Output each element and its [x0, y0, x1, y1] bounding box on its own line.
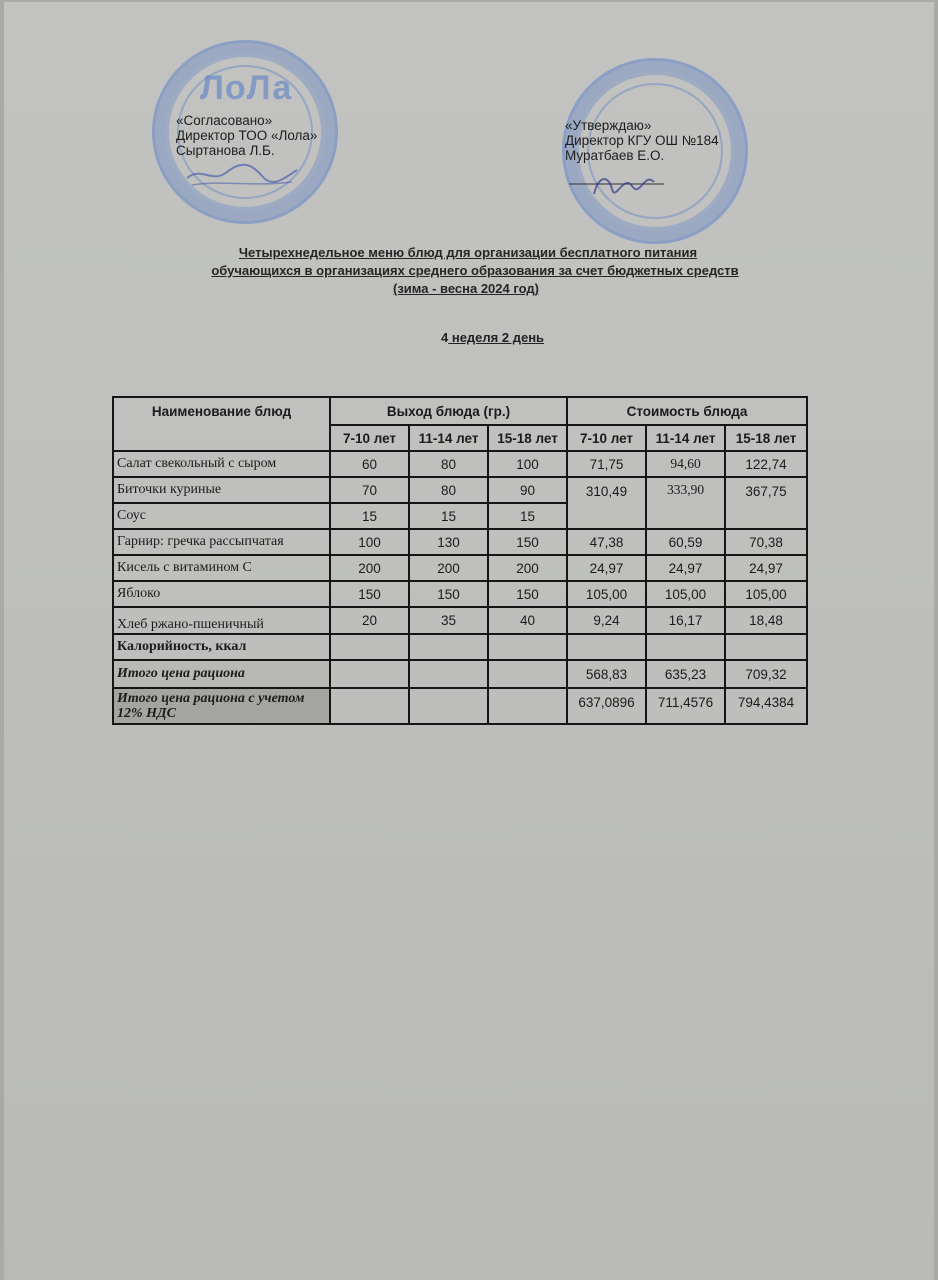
empty-cell: [725, 634, 807, 660]
yield-cell: 80: [409, 451, 488, 477]
header-dish-name: Наименование блюд: [113, 397, 330, 451]
menu-table: [112, 396, 808, 725]
cost-cell: 105,00: [646, 581, 725, 607]
dish-name: Хлеб ржано-пшеничный: [113, 607, 330, 634]
table-row: [113, 529, 807, 555]
table-row: [113, 477, 807, 503]
cost-cell: 24,97: [567, 555, 646, 581]
cost-cell: 24,97: [725, 555, 807, 581]
yield-cell: 40: [488, 607, 567, 634]
yield-cell: 20: [330, 607, 409, 634]
yield-cell: 35: [409, 607, 488, 634]
yield-cell: 80: [409, 477, 488, 503]
cost-cell: 71,75: [567, 451, 646, 477]
total-vat-cost-cell: 637,0896: [567, 688, 646, 724]
yield-cell: 15: [488, 503, 567, 529]
empty-cell: [330, 634, 409, 660]
empty-cell: [409, 660, 488, 688]
header-yield-age: 7-10 лет: [330, 425, 409, 451]
cost-cell: 60,59: [646, 529, 725, 555]
approval-approved-position: Директор КГУ ОШ №184: [565, 133, 719, 148]
cost-cell: 16,17: [646, 607, 725, 634]
table-row: [113, 581, 807, 607]
empty-cell: [330, 688, 409, 724]
yield-cell: 60: [330, 451, 409, 477]
total-label: Итого цена рациона: [113, 660, 330, 688]
total-vat-cost-cell: 794,4384: [725, 688, 807, 724]
approval-approved-person: Муратбаев Е.О.: [565, 148, 665, 163]
document-page: [4, 2, 934, 1280]
table-row: [113, 607, 807, 634]
empty-cell: [567, 634, 646, 660]
approval-agreed-position: Директор ТОО «Лола»: [176, 128, 318, 143]
cost-cell: 24,97: [646, 555, 725, 581]
cost-cell: 105,00: [725, 581, 807, 607]
approval-approved-label: «Утверждаю»: [565, 118, 652, 133]
yield-cell: 150: [330, 581, 409, 607]
table-header-row: [113, 397, 807, 425]
dish-name: Гарнир: гречка рассыпчатая: [113, 529, 330, 555]
cost-cell: 310,49: [567, 477, 646, 529]
week-day-label: 4 неделя 2 день: [441, 330, 545, 345]
header-cost-age: 7-10 лет: [567, 425, 646, 451]
approval-block-agreed: [176, 113, 317, 158]
header-yield-group: Выход блюда (гр.): [330, 397, 567, 425]
cost-cell: 94,60: [646, 451, 725, 477]
approval-agreed-label: «Согласовано»: [176, 113, 273, 128]
approval-agreed-person: Сыртанова Л.Б.: [176, 143, 275, 158]
yield-cell: 130: [409, 529, 488, 555]
document-title-line1: Четырехнедельное меню блюд для организации бесплатного питания: [238, 245, 698, 260]
cost-cell: 70,38: [725, 529, 807, 555]
yield-cell: 70: [330, 477, 409, 503]
cost-cell: 367,75: [725, 477, 807, 529]
yield-cell: 100: [330, 529, 409, 555]
yield-cell: 150: [409, 581, 488, 607]
table-row: [113, 451, 807, 477]
empty-cell: [488, 634, 567, 660]
cost-cell: 18,48: [725, 607, 807, 634]
yield-cell: 200: [488, 555, 567, 581]
empty-cell: [330, 660, 409, 688]
total-vat-label: Итого цена рациона с учетом 12% НДС: [113, 688, 330, 724]
cost-cell: 47,38: [567, 529, 646, 555]
header-cost-age: 11-14 лет: [646, 425, 725, 451]
header-cost-group: Стоимость блюда: [567, 397, 807, 425]
header-yield-age: 15-18 лет: [488, 425, 567, 451]
yield-cell: 100: [488, 451, 567, 477]
cost-cell: 122,74: [725, 451, 807, 477]
calories-label: Калорийность, ккал: [113, 634, 330, 660]
signature-left: [182, 160, 302, 190]
approval-block-approved: [565, 118, 719, 163]
yield-cell: 15: [409, 503, 488, 529]
total-vat-cost-cell: 711,4576: [646, 688, 725, 724]
yield-cell: 150: [488, 529, 567, 555]
yield-cell: 90: [488, 477, 567, 503]
total-vat-row: [113, 688, 807, 724]
empty-cell: [646, 634, 725, 660]
cost-cell: 333,90: [646, 477, 725, 529]
total-cost-cell: 568,83: [567, 660, 646, 688]
dish-name: Салат свекольный с сыром: [113, 451, 330, 477]
header-cost-age: 15-18 лет: [725, 425, 807, 451]
dish-name: Яблоко: [113, 581, 330, 607]
calories-row: [113, 634, 807, 660]
dish-name: Соус: [113, 503, 330, 529]
total-cost-cell: 709,32: [725, 660, 807, 688]
document-title-line3: (зима - весна 2024 год): [393, 281, 539, 296]
table-row: [113, 555, 807, 581]
cost-cell: 105,00: [567, 581, 646, 607]
yield-cell: 200: [409, 555, 488, 581]
total-cost-cell: 635,23: [646, 660, 725, 688]
yield-cell: 15: [330, 503, 409, 529]
empty-cell: [409, 688, 488, 724]
document-title-line2: обучающихся в организациях среднего образования за счет бюджетных средств: [211, 263, 739, 278]
dish-name: Биточки куриные: [113, 477, 330, 503]
total-row: [113, 660, 807, 688]
header-yield-age: 11-14 лет: [409, 425, 488, 451]
stamp-logo-lola: ЛоЛа: [200, 69, 293, 107]
empty-cell: [488, 660, 567, 688]
cost-cell: 9,24: [567, 607, 646, 634]
empty-cell: [488, 688, 567, 724]
yield-cell: 150: [488, 581, 567, 607]
dish-name: Кисель с витамином С: [113, 555, 330, 581]
signature-right: [564, 166, 684, 202]
empty-cell: [409, 634, 488, 660]
yield-cell: 200: [330, 555, 409, 581]
